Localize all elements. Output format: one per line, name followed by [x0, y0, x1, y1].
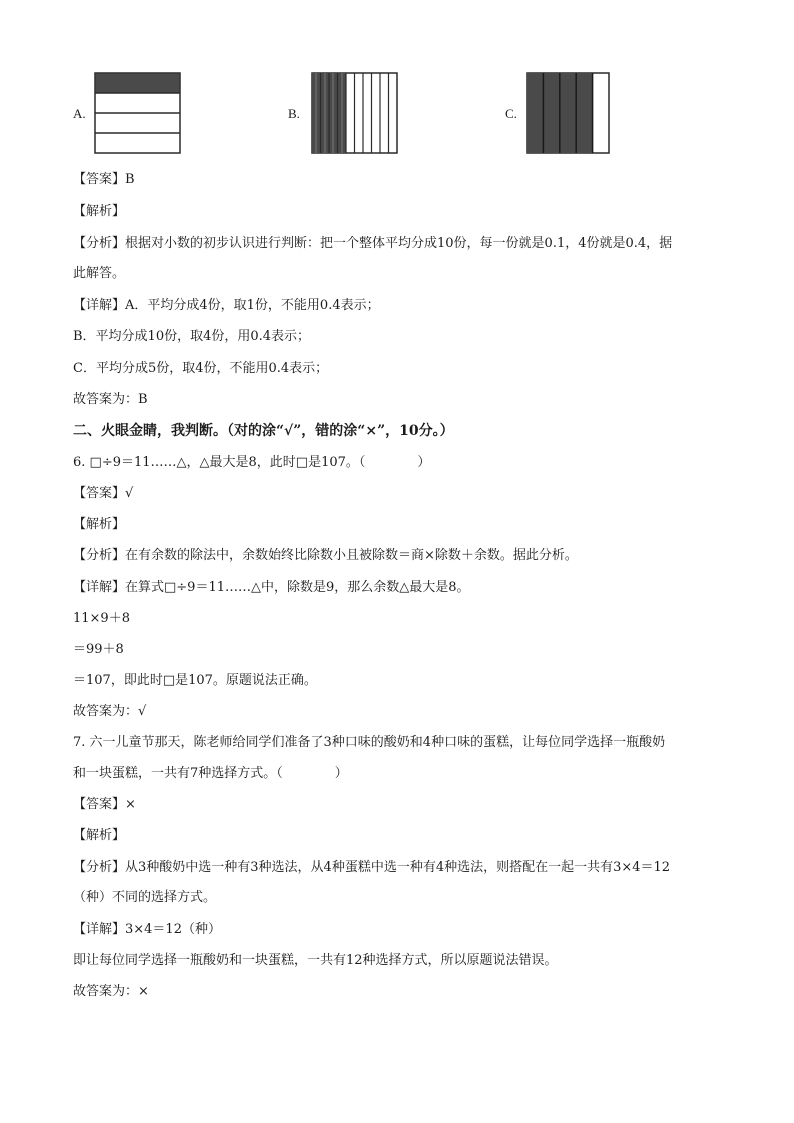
calc-line: 11×9＋8: [73, 611, 130, 626]
question-7-cont: 和一块蛋糕，一共有7种选择方式。（ ）: [73, 766, 348, 781]
analysis-text: 【分析】从3种酸奶中选一种有3种选法，从4种蛋糕中选一种有4种选法，则搭配在一起一共有3×4＝12: [73, 860, 671, 875]
final-answer: 故答案为：×: [73, 984, 149, 999]
final-answer: 故答案为：B: [73, 392, 148, 407]
question-7: 7. 六一儿童节那天，陈老师给同学们准备了3种口味的酸奶和4种口味的蛋糕，让每位同学选择一瓶酸奶: [73, 735, 666, 750]
detail-line: C．平均分成5份，取4份，不能用0.4表示；: [73, 361, 329, 376]
final-answer: 故答案为：√: [73, 704, 147, 719]
analysis-text-cont: （种）不同的选择方式。: [73, 890, 217, 905]
calc-line: ＝99＋8: [73, 642, 124, 657]
figure-b: [311, 72, 399, 154]
analysis-text: 【分析】在有余数的除法中，余数始终比除数小且被除数＝商×除数＋余数。据此分析。: [73, 548, 578, 563]
detail-line: 【详解】A．平均分成4份，取1份，不能用0.4表示；: [73, 298, 380, 313]
detail-line: 【详解】3×4＝12（种）: [73, 922, 221, 937]
analysis-text: 【分析】根据对小数的初步认识进行判断：把一个整体平均分成10份，每一份就是0.1，4份就是0.4，据: [73, 236, 673, 251]
detail-line: 【详解】在算式□÷9＝11……△中，除数是9，那么余数△最大是8。: [73, 580, 470, 595]
analysis-text-cont: 此解答。: [73, 266, 126, 281]
figure-c: [526, 72, 612, 154]
detail-line: 即让每位同学选择一瓶酸奶和一块蛋糕，一共有12种选择方式，所以原题说法错误。: [73, 953, 558, 968]
option-a-label: A.: [73, 106, 86, 121]
answer-line: 【答案】×: [73, 797, 136, 812]
analysis-heading: 【解析】: [73, 204, 126, 219]
analysis-heading: 【解析】: [73, 828, 126, 843]
calc-line: ＝107，即此时□是107。原题说法正确。: [73, 673, 317, 688]
analysis-heading: 【解析】: [73, 517, 126, 532]
detail-line: B．平均分成10份，取4份，用0.4表示；: [73, 329, 311, 344]
figure-a: [94, 72, 182, 154]
section-heading: 二、火眼金睛，我判断。（对的涂“√”，错的涂“×”，10分。）: [73, 423, 454, 439]
question-6: 6. □÷9＝11……△，△最大是8，此时□是107。（ ）: [73, 455, 431, 470]
answer-line: 【答案】B: [73, 172, 135, 187]
answer-line: 【答案】√: [73, 486, 134, 501]
option-c-label: C.: [505, 106, 517, 121]
option-b-label: B.: [288, 106, 300, 121]
